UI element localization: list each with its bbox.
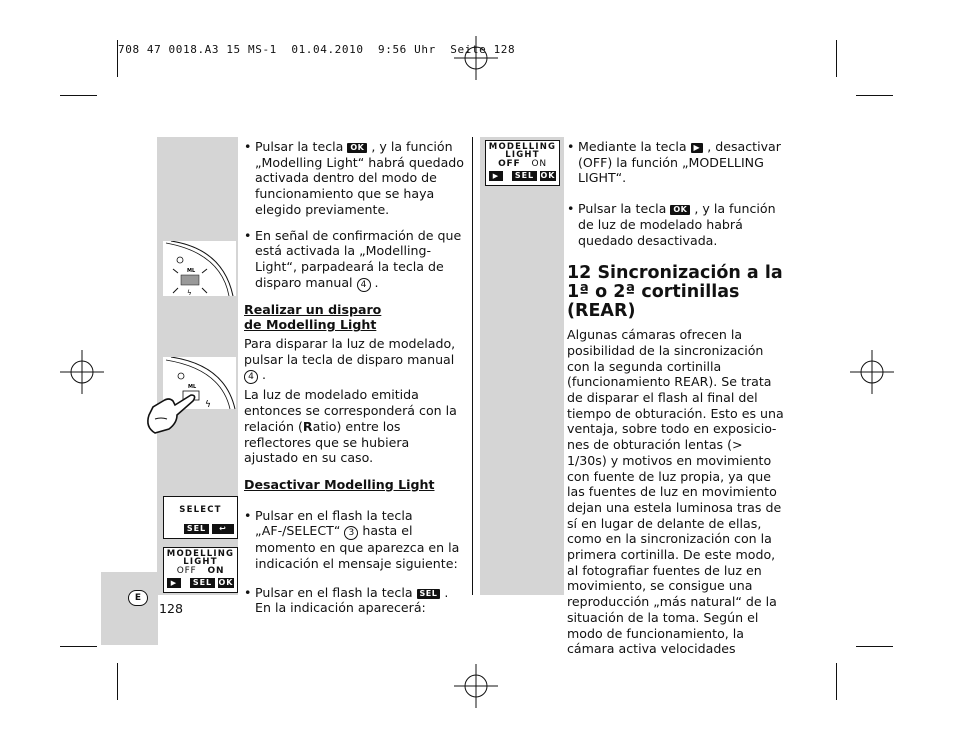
crop-mark xyxy=(836,663,837,700)
crop-mark xyxy=(856,646,893,647)
bullet-confirmation: • En señal de confirmación de que está activada la „Modelling-Light“, parpadeará la tecla de disparo manual 4 . xyxy=(244,228,466,292)
panel-title-line1: MODELLING xyxy=(488,142,557,152)
crop-mark xyxy=(856,95,893,96)
bullet-press-ok: • Pulsar la tecla OK , y la función „Modelling Light“ habrá quedado activada dentro del modo de funcionamiento que se haya elegido previamente. xyxy=(244,139,466,218)
play-softkey-icon: ▶ xyxy=(167,578,181,588)
heading-desactivar: Desactivar Modelling Light xyxy=(244,476,435,492)
ok-key-icon: OK xyxy=(670,205,690,215)
crop-mark xyxy=(60,646,97,647)
off-label: OFF xyxy=(498,159,521,169)
number-4-icon: 4 xyxy=(244,370,258,384)
sel-key-icon: SEL xyxy=(417,589,441,599)
svg-text:ML: ML xyxy=(187,268,196,274)
display-select-panel xyxy=(163,496,238,539)
right-margin-column xyxy=(480,137,564,595)
finger-press-ml-illustration xyxy=(143,357,238,437)
return-icon: ↩ xyxy=(212,524,234,534)
panel-title-line1: MODELLING xyxy=(166,549,235,559)
play-key-icon: ▶ xyxy=(691,143,704,153)
crop-mark xyxy=(60,95,97,96)
bullet-press-sel: • Pulsar en el flash la tecla SEL . En la indicación aparecerá: xyxy=(244,585,466,616)
registration-mark-icon xyxy=(60,350,104,394)
panel-title: SELECT xyxy=(179,505,222,515)
column-divider xyxy=(472,137,473,595)
off-label: OFF xyxy=(176,566,197,576)
print-header-line: 708 47 0018.A3 15 MS-1 01.04.2010 9:56 Uhr Seite 128 xyxy=(118,43,516,56)
bullet-deactivate: • Mediante la tecla ▶ , desactivar (OFF) la función „MODELLING LIGHT“. xyxy=(567,139,785,186)
left-text-column xyxy=(244,139,466,616)
crop-mark xyxy=(117,40,118,77)
left-margin-strip xyxy=(101,572,158,645)
crop-mark xyxy=(117,663,118,700)
display-modelling-light-off-panel xyxy=(485,140,560,186)
sel-softkey: SEL xyxy=(184,524,209,534)
paragraph-disparar: Para disparar la luz de modelado, pulsar la tecla de disparo manual 4 . xyxy=(244,336,456,383)
on-label: ON xyxy=(531,159,547,169)
panel-title-line2: LIGHT xyxy=(183,557,218,567)
registration-mark-icon xyxy=(850,350,894,394)
ok-key-icon: OK xyxy=(347,143,367,153)
crop-mark xyxy=(836,40,837,77)
section-heading: 12 Sincronización a la 1ª o 2ª cortinillas (REAR) xyxy=(567,263,783,322)
page-number: 128 xyxy=(159,601,184,616)
sel-softkey: SEL xyxy=(190,578,215,588)
bullet-press-ok-off: • Pulsar la tecla OK , y la función de luz de modelado habrá quedado desactivada. xyxy=(567,201,785,248)
paragraph-ratio: La luz de modelado emitida entonces se corresponderá con la relación (Ratio) entre los reflectores que se hubiera ajustado en su caso. xyxy=(244,387,457,466)
svg-text:ϟ: ϟ xyxy=(187,289,192,296)
svg-text:ML: ML xyxy=(188,384,197,390)
panel-title-line2: LIGHT xyxy=(505,150,540,160)
ok-softkey: OK xyxy=(218,578,234,587)
registration-mark-icon xyxy=(454,36,498,80)
section-body: Algunas cámaras ofrecen la posibilidad de la sincronización con la segunda cortinilla (funcionamiento REAR). Se trata de disparar el flash al final del tiempo de obturación. Esto es una ventaja, sobre todo en exposiciones de obturación lentas (> 1/30s) y motivos en movimiento con fuente de luz propia, ya que las fuentes de luz en movimiento dejan una estela luminosa tras de sí en lugar de delante de ellas, como en la sincronización con la primera cortinilla. De este modo, al fotografiar fuentes de luz en movimiento, se consigue una reproducción „más natural“ de la situación de la toma. Según el modo de funcionamiento, la cámara activa velocidades xyxy=(567,327,784,657)
flash-ml-illustration xyxy=(163,241,236,296)
language-badge: E xyxy=(128,590,148,606)
right-text-column xyxy=(567,139,785,657)
svg-text:ϟ: ϟ xyxy=(205,400,211,410)
number-4-icon: 4 xyxy=(357,278,371,292)
display-modelling-light-panel xyxy=(163,547,238,593)
heading-realizar-disparo: Realizar un disparo de Modelling Light xyxy=(244,301,382,333)
play-softkey-icon: ▶ xyxy=(489,171,503,181)
number-3-icon: 3 xyxy=(344,526,358,540)
sel-softkey: SEL xyxy=(512,171,537,181)
registration-mark-icon xyxy=(454,664,498,708)
on-label: ON xyxy=(207,566,225,576)
ok-softkey: OK xyxy=(540,171,556,180)
bullet-press-select: • Pulsar en el flash la tecla „AF-/SELECT“ 3 hasta el momento en que aparezca en la indicación el mensaje siguiente: xyxy=(244,508,466,572)
